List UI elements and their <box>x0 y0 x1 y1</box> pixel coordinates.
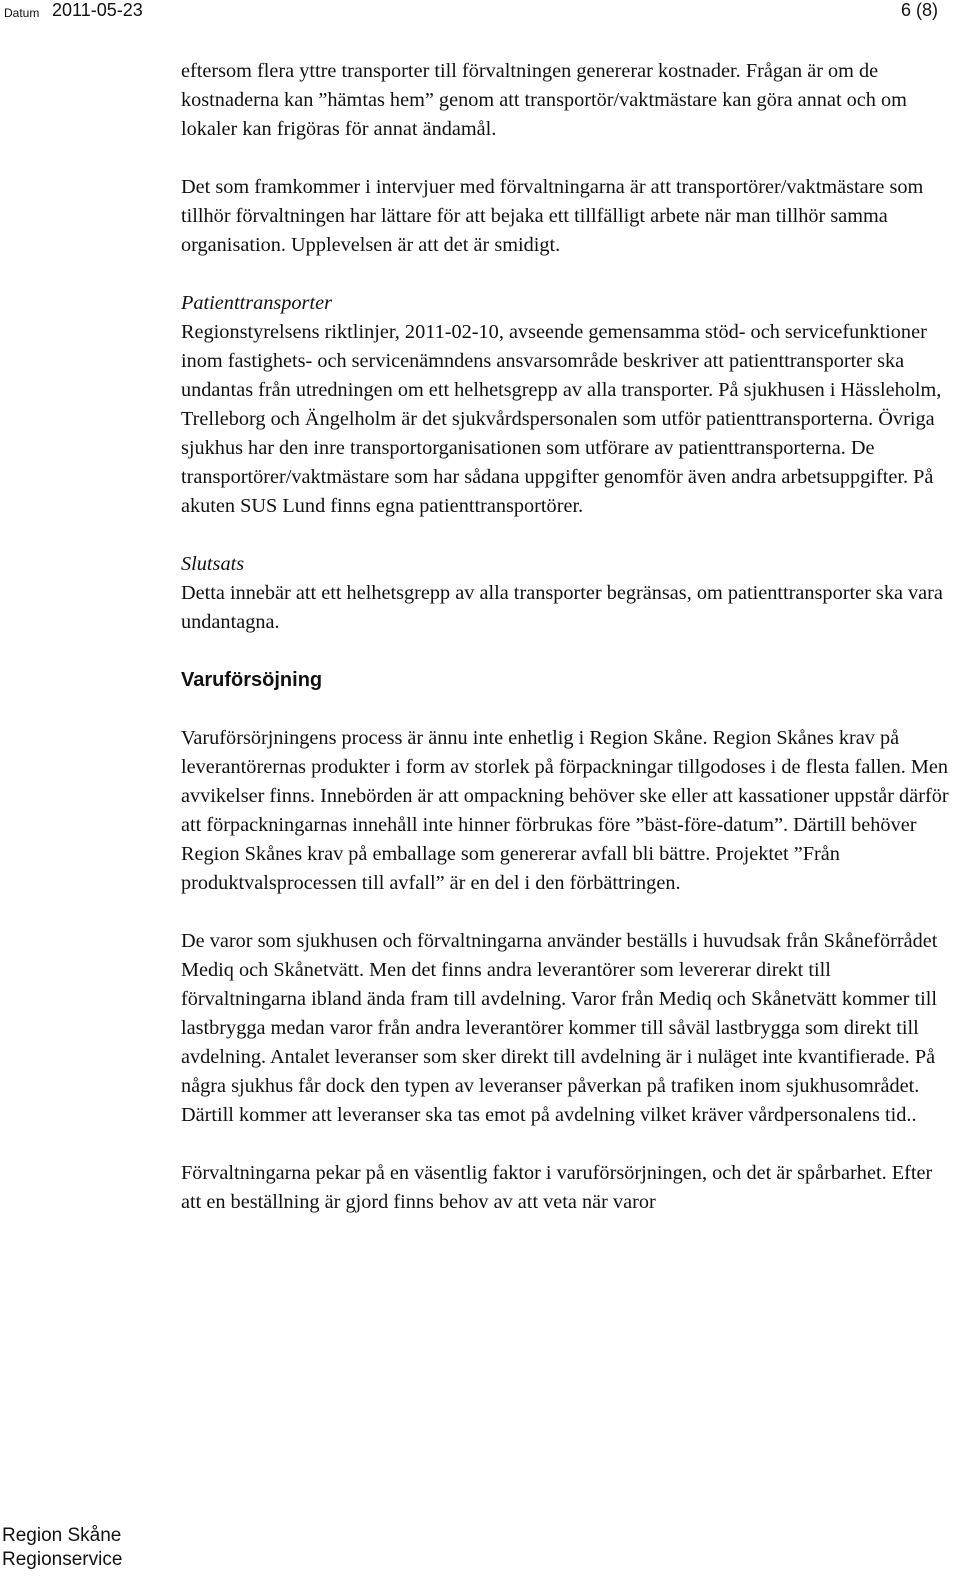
footer-organization: Region Skåne <box>2 1525 122 1546</box>
footer-department: Regionservice <box>2 1549 123 1570</box>
paragraph-interviews: Det som framkommer i intervjuer med förvaltningarna är att transportörer/vaktmästare som tillhör förvaltningen har lättare för att bejaka ett tillfälligt arbete när man tillhör samma organisation. Upplevelsen är att det är smidigt. <box>181 176 924 256</box>
date-label: Datum <box>4 6 40 20</box>
paragraph-patienttransporter: Regionstyrelsens riktlinjer, 2011-02-10, avseende gemensamma stöd- och servicefunktioner inom fastighets- och servicenämndens ansvarsområde beskriver att patienttransporter ska undantas från utredningen om ett helhetsgrepp av alla transporter. På sjukhusen i Hässleholm, Trelleborg och Ängelholm är det sjukvårdspersonalen som utför patienttransporterna. Övriga sjukhus har den inre transportorganisationen som utförare av patienttransporterna. De transportörer/vaktmästare som har sådana uppgifter genomför även andra arbetsuppgifter. På akuten SUS Lund finns egna patienttransportörer. <box>181 321 942 517</box>
section-heading-varuforsorjning: Varuförsöjning <box>181 669 323 691</box>
document-date: 2011-05-23 <box>52 0 143 20</box>
subheading-slutsats: Slutsats <box>181 553 245 575</box>
subheading-patienttransporter: Patienttransporter <box>181 292 332 314</box>
paragraph-sparbarhet: Förvaltningarna pekar på en väsentlig faktor i varuförsörjningen, och det är spårbarhet. Efter att en beställning är gjord finns behov av att veta när varor <box>181 1162 933 1213</box>
document-body <box>181 57 957 1217</box>
page-number: 6 (8) <box>900 0 938 20</box>
paragraph-transport-costs: eftersom flera yttre transporter till förvaltningen genererar kostnader. Frågan är om de kostnaderna kan ”hämtas hem” genom att transportör/vaktmästare kan göra annat och om lokaler kan frigöras för annat ändamål. <box>181 60 907 140</box>
paragraph-leverantorer: De varor som sjukhusen och förvaltningarna använder beställs i huvudsak från Skåneförrådet Mediq och Skånetvätt. Men det finns andra leverantörer som levererar direkt till förvaltningarna ibland ända fram till avdelning. Varor från Mediq och Skånetvätt kommer till lastbrygga medan varor från andra leverantörer kommer till såväl lastbrygga som direkt till avdelning. Antalet leveranser som sker direkt till avdelning är i nuläget inte kvantifierade. På några sjukhus får dock den typen av leveranser påverkan på trafiken inom sjukhusområdet. Därtill kommer att leveranser ska tas emot på avdelning vilket kräver vårdpersonalens tid.. <box>181 930 938 1126</box>
page-footer <box>2 1524 122 1572</box>
page-header <box>0 0 960 30</box>
paragraph-varuforsorjning-process: Varuförsörjningens process är ännu inte enhetlig i Region Skåne. Region Skånes krav på leverantörernas produkter i form av storlek på förpackningar tillgodoses i de flesta fallen. Men avvikelser finns. Innebörden är att ompackning behöver ske eller att kassationer uppstår därför att förpackningarnas innehåll inte hinner förbrukas före ”bäst-före-datum”. Därtill behöver Region Skånes krav på emballage som genererar avfall bli bättre. Projektet ”Från produktvalsprocessen till avfall” är en del i den förbättringen. <box>181 727 949 894</box>
paragraph-slutsats: Detta innebär att ett helhetsgrepp av alla transporter begränsas, om patienttransporter ska vara undantagna. <box>181 582 943 633</box>
